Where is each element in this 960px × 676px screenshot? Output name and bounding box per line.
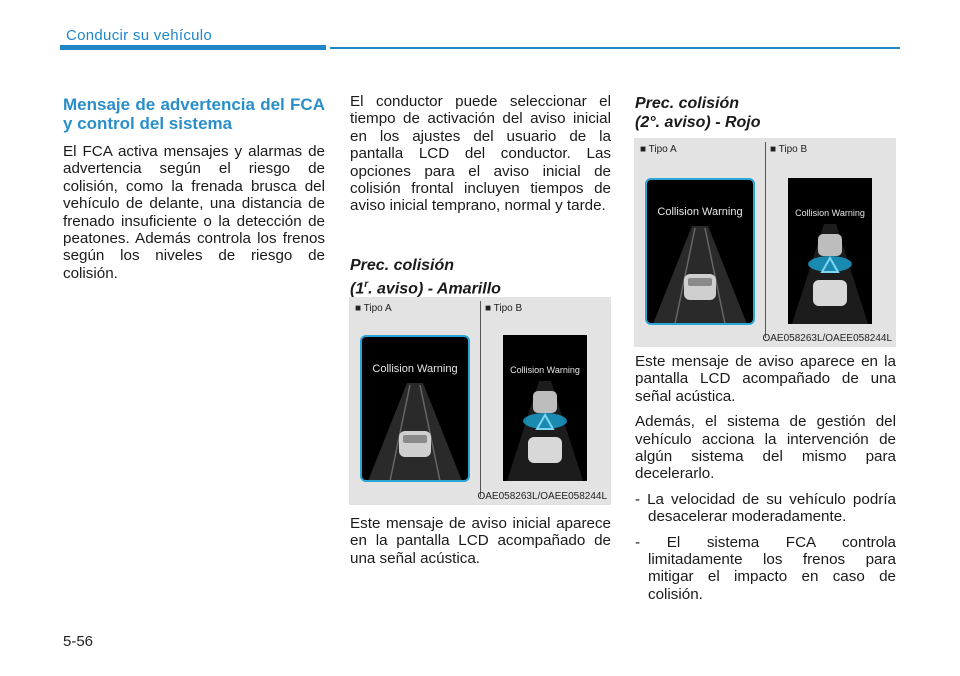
lcd-screen-type-a <box>360 335 470 482</box>
column-2 <box>350 93 611 215</box>
section-title: Mensaje de advertencia del FCA y control del sistema <box>63 95 325 133</box>
road-car-illustration <box>362 381 468 481</box>
bullet-speed: - La velocidad de su vehículo podría desacelerar moderadamente. <box>635 490 896 526</box>
collision-warning-text: Collision Warning <box>657 206 743 218</box>
road-car-illustration <box>647 224 753 324</box>
figure-divider <box>480 301 481 497</box>
second-warning-paragraph: Este mensaje de aviso aparece en la pantalla LCD acompañado de una señal acústica. <box>635 353 896 405</box>
bullet-brakes: - El sistema FCA controla limitadamente los frenos para mitigar el impacto en caso de colisión. <box>635 533 896 603</box>
page-number: 5-56 <box>63 633 94 650</box>
figure-caption: OAE058263L/OAEE058244L <box>762 333 892 344</box>
subtitle-first-warning <box>350 256 611 298</box>
collision-warning-text: Collision Warning <box>510 365 580 375</box>
road-car-alert-illustration <box>503 381 587 481</box>
first-warning-paragraph: Este mensaje de aviso inicial aparece en la pantalla LCD acompañado de una señal acústica. <box>350 515 611 567</box>
subtitle-line2: (2°. aviso) - Rojo <box>635 114 761 131</box>
intervention-paragraph: Además, el sistema de gestión del vehículo acciona la intervención de algún sistema del mismo para decelerarlo. <box>635 413 896 483</box>
column-1 <box>63 95 325 290</box>
tab-tipo-a: ■ Tipo A <box>355 303 392 314</box>
section-header-title: Conducir su vehículo <box>66 27 213 44</box>
column-2-bottom <box>350 515 611 575</box>
column2-paragraph: El conductor puede seleccionar el tiempo de activación del aviso inicial en los ajustes del usuario de la pantalla LCD del conductor. Las opciones para el aviso inicial de colisión frontal incluyen tiempos de aviso inicial temprano, normal y tarde. <box>350 93 611 215</box>
lcd-screen-type-a <box>645 178 755 325</box>
figure-second-warning <box>634 138 896 347</box>
figure-caption: OAE058263L/OAEE058244L <box>477 491 607 502</box>
subtitle-line2: (1$^r$. aviso) - Amarillo <box>350 279 501 298</box>
column-3-text <box>635 353 896 611</box>
tab-tipo-b: ■ Tipo B <box>770 144 808 155</box>
subtitle-line1: Prec. colisión <box>350 257 455 274</box>
collision-warning-text: Collision Warning <box>372 363 458 375</box>
figure-divider <box>765 142 766 338</box>
subtitle-line1: Prec. colisión <box>635 95 740 112</box>
header-rule <box>330 47 900 49</box>
lcd-screen-type-b <box>503 335 587 481</box>
road-car-alert-illustration <box>788 224 872 324</box>
tab-tipo-b: ■ Tipo B <box>485 303 523 314</box>
figure-first-warning <box>349 297 611 505</box>
subtitle-second-warning <box>635 94 896 132</box>
collision-warning-text: Collision Warning <box>795 208 865 218</box>
tab-tipo-a: ■ Tipo A <box>640 144 677 155</box>
header-accent-bar <box>60 45 326 50</box>
intro-paragraph: El FCA activa mensajes y alarmas de advertencia según el riesgo de colisión, como la frenada brusca del vehículo de delante, una distancia de frenado insuficiente o la detección de peatones. Además controla los frenos según los niveles de riesgo de colisión. <box>63 143 325 282</box>
lcd-screen-type-b <box>788 178 872 324</box>
